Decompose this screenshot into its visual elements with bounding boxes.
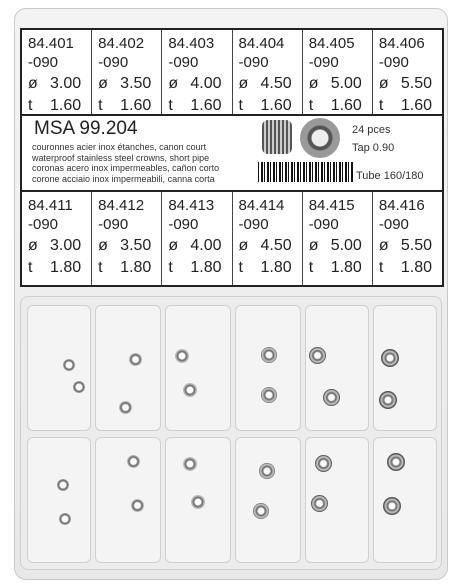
part-code: 84.406 — [378, 35, 425, 52]
part-suffix: -090 — [308, 54, 339, 71]
crown-part — [127, 455, 140, 468]
thickness-symbol: t — [168, 259, 173, 276]
product-info — [22, 116, 442, 188]
crown-part — [63, 359, 75, 371]
label-cell — [372, 192, 442, 285]
part-suffix: -090 — [308, 216, 339, 233]
diameter-symbol: ø — [238, 75, 249, 92]
thickness-spec: t 1.80 — [98, 259, 152, 276]
product-description: couronnes acier inox étanches, canon court waterproof stainless steel crowns, short pipe coronas acero inox impermeables, cañon corto corone acciaio inox impermeabili, canna corta — [32, 142, 220, 184]
piece-count: 24 pces — [352, 124, 391, 136]
crown-part — [175, 349, 189, 363]
part-code: 84.411 — [28, 197, 73, 214]
crown-part — [383, 497, 401, 515]
tray-compartment — [235, 305, 301, 431]
thickness-spec: t 1.80 — [378, 259, 432, 276]
diameter-spec: ø 5.50 — [378, 75, 432, 92]
thickness-symbol: t — [378, 259, 384, 276]
part-code: 84.416 — [378, 197, 425, 214]
part-code: 84.401 — [28, 35, 74, 52]
diameter-spec: ø 4.00 — [168, 75, 222, 92]
thickness-spec: t 1.60 — [378, 97, 432, 114]
part-code: 84.404 — [238, 35, 285, 52]
thickness-spec: t 1.60 — [28, 97, 82, 114]
label-cell — [91, 30, 161, 114]
tray-compartment — [165, 305, 231, 431]
tray-compartment — [27, 305, 91, 431]
thickness-spec: t 1.60 — [98, 97, 152, 114]
diameter-spec: ø 3.50 — [98, 237, 152, 254]
part-code: 84.403 — [168, 35, 215, 52]
label-cell — [302, 192, 372, 285]
tray-compartment — [27, 437, 91, 563]
thickness-spec: t 1.80 — [168, 259, 222, 276]
label-cell — [302, 30, 372, 114]
diameter-spec: ø 3.00 — [28, 75, 82, 92]
thickness-symbol: t — [238, 97, 243, 114]
diameter-symbol: ø — [98, 237, 108, 254]
thickness-spec: t 1.80 — [308, 259, 362, 276]
diameter-symbol: ø — [238, 237, 249, 254]
crown-part — [183, 383, 197, 397]
crown-part — [131, 499, 144, 512]
part-suffix: -090 — [168, 216, 199, 233]
tray-compartment — [373, 305, 437, 431]
diameter-spec: ø 4.00 — [168, 237, 222, 254]
barcode — [258, 162, 354, 182]
crown-part — [183, 457, 197, 471]
parts-tray — [20, 296, 442, 570]
label-cell — [22, 192, 91, 285]
part-suffix: -090 — [28, 54, 59, 71]
thickness-spec: t 1.80 — [28, 259, 82, 276]
part-suffix: -090 — [238, 216, 269, 233]
part-suffix: -090 — [28, 216, 59, 233]
diameter-spec: ø 3.50 — [98, 75, 152, 92]
bottom-label-row — [22, 190, 442, 285]
diameter-symbol: ø — [168, 75, 179, 92]
tray-compartment — [235, 437, 301, 563]
part-suffix: -090 — [238, 54, 269, 71]
thickness-spec: t 1.60 — [308, 97, 362, 114]
crown-part — [73, 381, 85, 393]
crown-side-icon — [262, 120, 292, 154]
crown-part — [59, 513, 71, 525]
crown-part — [311, 495, 328, 512]
crown-part — [387, 453, 405, 471]
diameter-symbol: ø — [308, 75, 319, 92]
thickness-symbol: t — [98, 259, 103, 276]
part-suffix: -090 — [98, 216, 129, 233]
part-code: 84.405 — [308, 35, 355, 52]
crown-part — [259, 463, 275, 479]
part-suffix: -090 — [98, 54, 129, 71]
label-cell — [232, 30, 302, 114]
tray-compartment — [305, 305, 369, 431]
thickness-symbol: t — [28, 97, 33, 114]
crown-part — [253, 503, 269, 519]
diameter-spec: ø 5.00 — [308, 237, 362, 254]
part-code: 84.402 — [98, 35, 145, 52]
crown-part — [57, 479, 69, 491]
diameter-spec: ø 5.50 — [378, 237, 432, 254]
thickness-symbol: t — [238, 259, 243, 276]
thickness-symbol: t — [308, 259, 314, 276]
crown-part — [191, 495, 205, 509]
diameter-symbol: ø — [378, 237, 389, 254]
diameter-symbol: ø — [308, 237, 319, 254]
diameter-symbol: ø — [98, 75, 108, 92]
tap-size: Tap 0.90 — [352, 142, 395, 154]
tray-compartment — [373, 437, 437, 563]
part-code: 84.415 — [308, 197, 355, 214]
part-code: 84.412 — [98, 197, 145, 214]
crown-part — [129, 353, 142, 366]
label-cell — [232, 192, 302, 285]
part-suffix: -090 — [168, 54, 199, 71]
crown-part — [119, 401, 132, 414]
diameter-symbol: ø — [378, 75, 389, 92]
thickness-symbol: t — [308, 97, 314, 114]
part-code: 84.414 — [238, 197, 285, 214]
label-cell — [22, 30, 91, 114]
label-cell — [161, 30, 231, 114]
diameter-spec: ø 3.00 — [28, 237, 82, 254]
label-cell — [91, 192, 161, 285]
product-title: MSA 99.204 — [34, 118, 138, 139]
diameter-spec: ø 5.00 — [308, 75, 362, 92]
crown-part — [315, 455, 332, 472]
crown-part — [323, 389, 340, 406]
tube-size: Tube 160/180 — [356, 170, 424, 182]
crown-part — [261, 387, 277, 403]
crown-part — [309, 347, 326, 364]
thickness-symbol: t — [168, 97, 173, 114]
crown-part — [379, 391, 397, 409]
crown-part — [261, 347, 277, 363]
thickness-symbol: t — [378, 97, 384, 114]
diameter-symbol: ø — [168, 237, 179, 254]
label-card — [20, 28, 444, 287]
top-label-row — [22, 30, 442, 116]
diameter-symbol: ø — [28, 75, 38, 92]
part-suffix: -090 — [378, 54, 409, 71]
thickness-spec: t 1.60 — [238, 97, 292, 114]
diameter-spec: ø 4.50 — [238, 237, 292, 254]
label-cell — [372, 30, 442, 114]
diameter-symbol: ø — [28, 237, 38, 254]
thickness-symbol: t — [98, 97, 103, 114]
label-cell — [161, 192, 231, 285]
thickness-spec: t 1.80 — [238, 259, 292, 276]
part-suffix: -090 — [378, 216, 409, 233]
thickness-symbol: t — [28, 259, 33, 276]
diameter-spec: ø 4.50 — [238, 75, 292, 92]
crown-part — [381, 349, 399, 367]
crown-top-icon — [300, 118, 340, 158]
thickness-spec: t 1.60 — [168, 97, 222, 114]
part-code: 84.413 — [168, 197, 215, 214]
